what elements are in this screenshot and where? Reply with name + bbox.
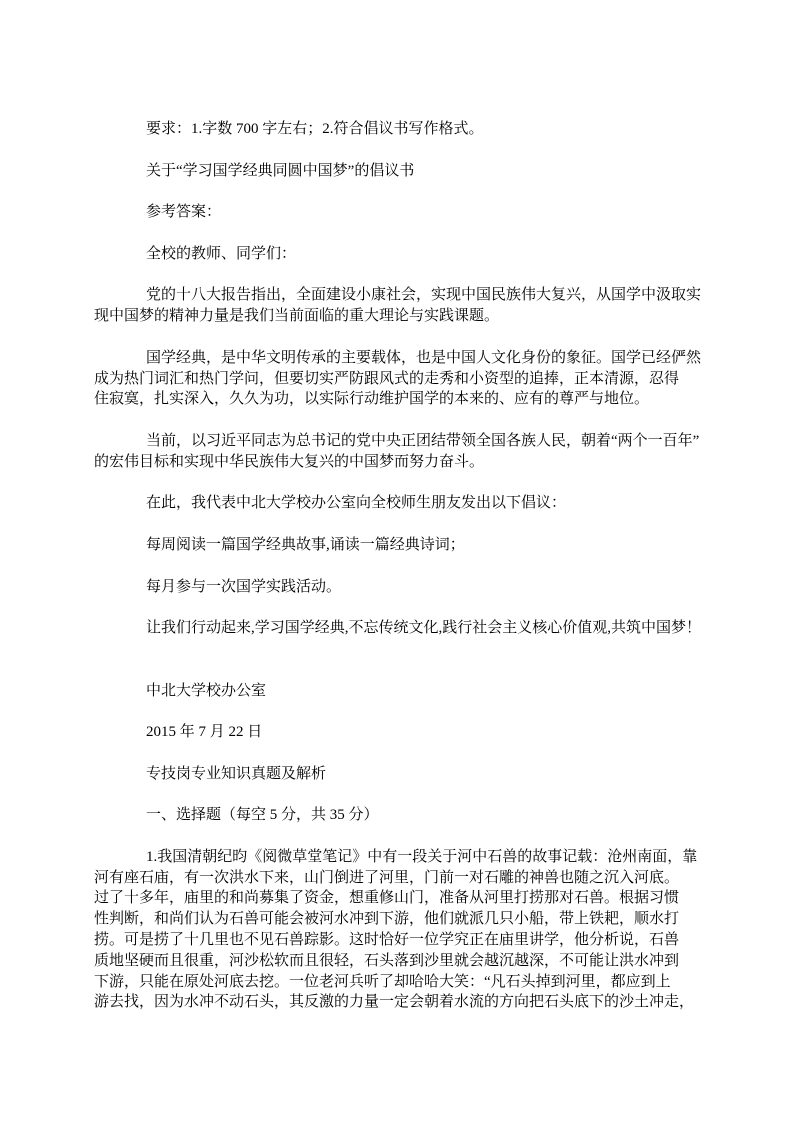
- proposal-item-1-line: 每周阅读一篇国学经典故事,诵读一篇经典诗词；: [146, 536, 465, 553]
- question-1-line: 质地坚硬而且很重，河沙松软而且很轻，石头落到沙里就会越沉越深，不可能让洪水冲到: [94, 952, 680, 969]
- blank-line: [94, 743, 706, 764]
- blank-line: [94, 826, 706, 847]
- body-paragraph-2-line: 成为热门词汇和热门学问，但要切实严防跟风式的走秀和小资型的追捧，正本清源，忍得: [94, 370, 680, 387]
- blank-line: [94, 265, 706, 286]
- blank-line: [94, 327, 706, 348]
- question-1-line: 性判断，和尚们认为石兽可能会被河水冲到下游，他们就派几只小船，带上铁耙，顺水打: [94, 911, 680, 928]
- reference-answer-label-line: 参考答案：: [146, 204, 222, 221]
- blank-line: [94, 660, 706, 681]
- salutation-line: 全校的教师、同学们：: [146, 245, 297, 262]
- body-paragraph-1-line: 现中国梦的精神力量是我们当前面临的重大理论与实践课题。: [94, 308, 500, 325]
- blank-line: [94, 701, 706, 722]
- question-1-line: 1.我国清朝纪昀《阅微草堂笔记》中有一段关于河中石兽的故事记载：沧州南面，靠: [146, 848, 698, 865]
- question-1-line: 过了十多年，庙里的和尚募集了资金，想重修山门，准备从河里打捞那对石兽。根据习惯: [94, 890, 680, 907]
- blank-line: [94, 473, 706, 494]
- body-paragraph-2-line: 住寂寞，扎实深入，久久为功，以实际行动维护国学的本来的、应有的尊严与地位。: [94, 391, 650, 408]
- blank-line: [94, 785, 706, 806]
- blank-line: [94, 597, 706, 618]
- question-1-line: 捞。可是捞了十几里也不见石兽踪影。这时恰好一位学究正在庙里讲学，他分析说，石兽: [94, 932, 680, 949]
- body-paragraph-2-line: 国学经典，是中华文明传承的主要载体，也是中国人文化身份的象征。国学已经俨然: [146, 349, 702, 366]
- blank-line: [94, 410, 706, 431]
- body-paragraph-1-line: 党的十八大报告指出，全面建设小康社会，实现中国民族伟大复兴，从国学中汲取实: [146, 287, 702, 304]
- blank-line: [94, 181, 706, 202]
- date-line-line: 2015 年 7 月 22 日: [146, 724, 263, 741]
- requirements-line-line: 要求：1.字数 700 字左右；2.符合倡议书写作格式。: [146, 121, 484, 137]
- blank-line: [94, 639, 706, 660]
- blank-line: [94, 1013, 706, 1034]
- body-paragraph-3-line: 当前，以习近平同志为总书记的党中央正团结带领全国各族人民，朝着“两个一百年”: [146, 432, 700, 449]
- blank-line: [94, 556, 706, 577]
- proposal-title-line: 关于“学习国学经典同圆中国梦”的倡议书: [146, 162, 415, 179]
- section-title-line: 专技岗专业知识真题及解析: [146, 765, 327, 782]
- blank-line: [94, 140, 706, 161]
- signature-line: 中北大学校办公室: [146, 682, 267, 699]
- blank-line: [94, 514, 706, 535]
- body-paragraph-4-line: 在此，我代表中北大学校办公室向全校师生朋友发出以下倡议：: [146, 495, 567, 512]
- question-1-line: 下游，只能在原处河底去挖。一位老河兵听了却哈哈大笑：“凡石头掉到河里，都应到上: [94, 973, 671, 990]
- question-1-line: 河有座石庙，有一次洪水下来，山门倒进了河里，门前一对石雕的神兽也随之沉入河底。: [94, 869, 680, 886]
- proposal-item-2-line: 每月参与一次国学实践活动。: [146, 578, 342, 595]
- body-paragraph-3-line: 的宏伟目标和实现中华民族伟大复兴的中国梦而努力奋斗。: [94, 453, 485, 470]
- closing-appeal-line: 让我们行动起来,学习国学经典,不忘传统文化,践行社会主义核心价值观,共筑中国梦！: [146, 620, 702, 637]
- blank-line: [94, 223, 706, 244]
- section-heading-line: 一、选择题（每空 5 分，共 35 分）: [146, 807, 379, 824]
- question-1-line: 游去找，因为水冲不动石头，其反激的力量一定会朝着水流的方向把石头底下的沙土冲走，: [94, 994, 695, 1011]
- document-content: [94, 119, 706, 1034]
